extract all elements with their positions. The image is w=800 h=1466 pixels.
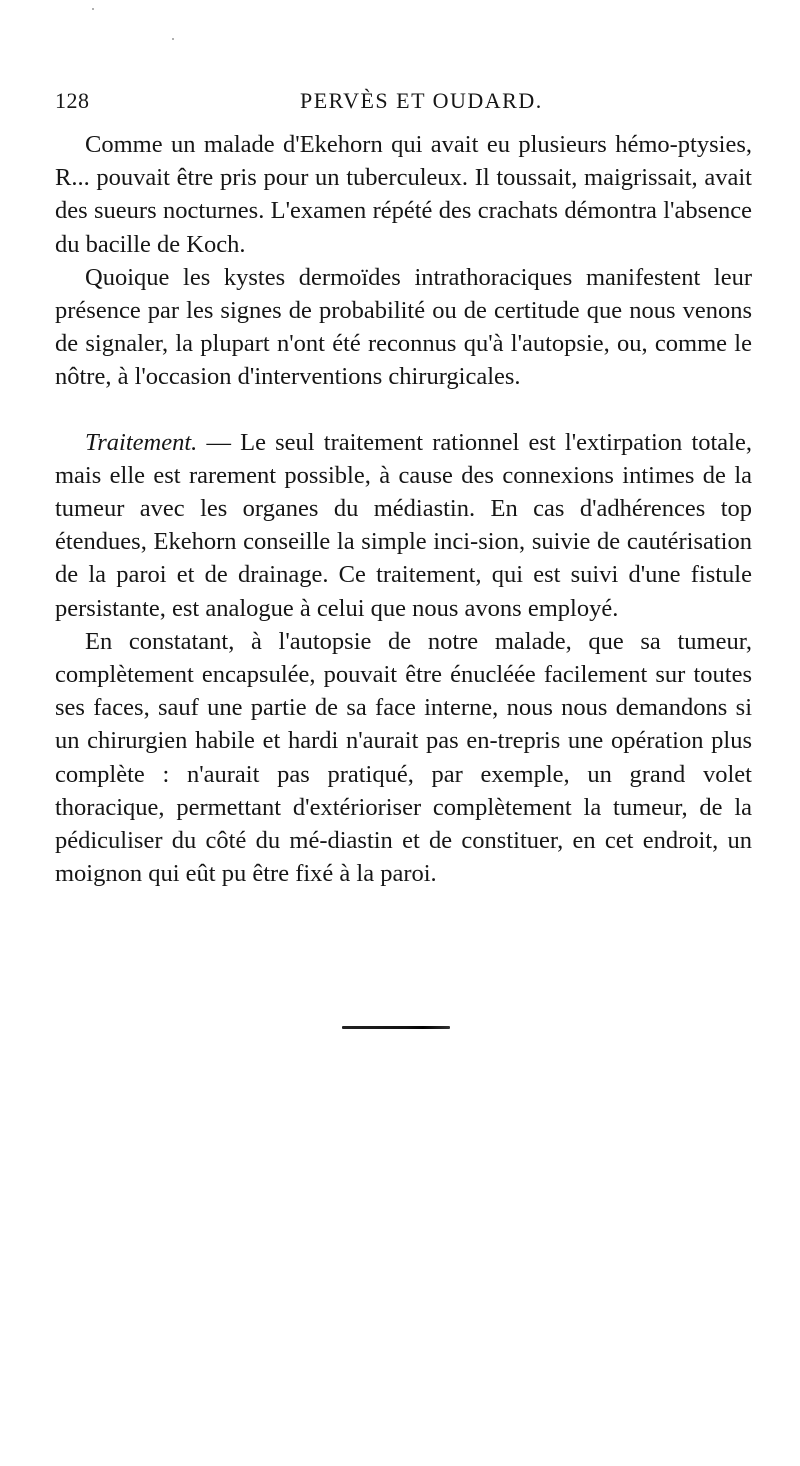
paper-speck [92,8,94,10]
page-number: 128 [55,88,90,113]
section-dash: — [197,428,241,456]
paragraph-treatment [55,426,752,625]
paragraph-dermoid-cysts: Quoique les kystes dermoïdes intrathoraciques manifestent leur présence par les signes de probabilité ou de certitude que nous venons de signaler, la plupart n'ont été reconnus qu'à l'autopsie, ou, comme le nôtre, à l'occasion d'interventions chirurgicales. [55,263,752,391]
closing-rule [342,1026,450,1029]
running-head: PERVÈS ET OUDARD. [300,88,543,113]
page-header [55,88,755,118]
paragraph-hemoptysis: Comme un malade d'Ekehorn qui avait eu plusieurs hémo-ptysies, R... pouvait être pris pour un tuberculeux. Il toussait, maigrissait, avait des sueurs nocturnes. L'examen répété des crachats démontra l'absence du bacille de Koch. [55,131,752,258]
body-text [55,128,752,890]
section-title: Traitement. [85,428,198,456]
paragraph-autopsy: En constatant, à l'autopsie de notre malade, que sa tumeur, complètement encapsulée, pouvait être énucléée facilement sur toutes ses faces, sauf une partie de sa face interne, nous nous demandons si un chirurgien habile et hardi n'aurait pas en-trepris une opération plus complète : n'aurait pas pratiqué, par exemple, un grand volet thoracique, permettant d'extérioriser complètement la tumeur, de la pédiculiser du côté du mé-diastin et de constituer, en cet endroit, un moignon qui eût pu être fixé à la paroi. [55,627,752,888]
paper-speck [172,38,174,40]
section-paragraph-text: Le seul traitement rationnel est l'extirpation totale, mais elle est rarement possible, à cause des connexions intimes de la tumeur avec les organes du médiastin. En cas d'adhérences top étendues, Ekehorn conseille la simple inci-sion, suivie de cautérisation de la paroi et de drainage. Ce traitement, qui est suivi d'une fistule persistante, est analogue à celui que nous avons employé. [55,428,752,622]
